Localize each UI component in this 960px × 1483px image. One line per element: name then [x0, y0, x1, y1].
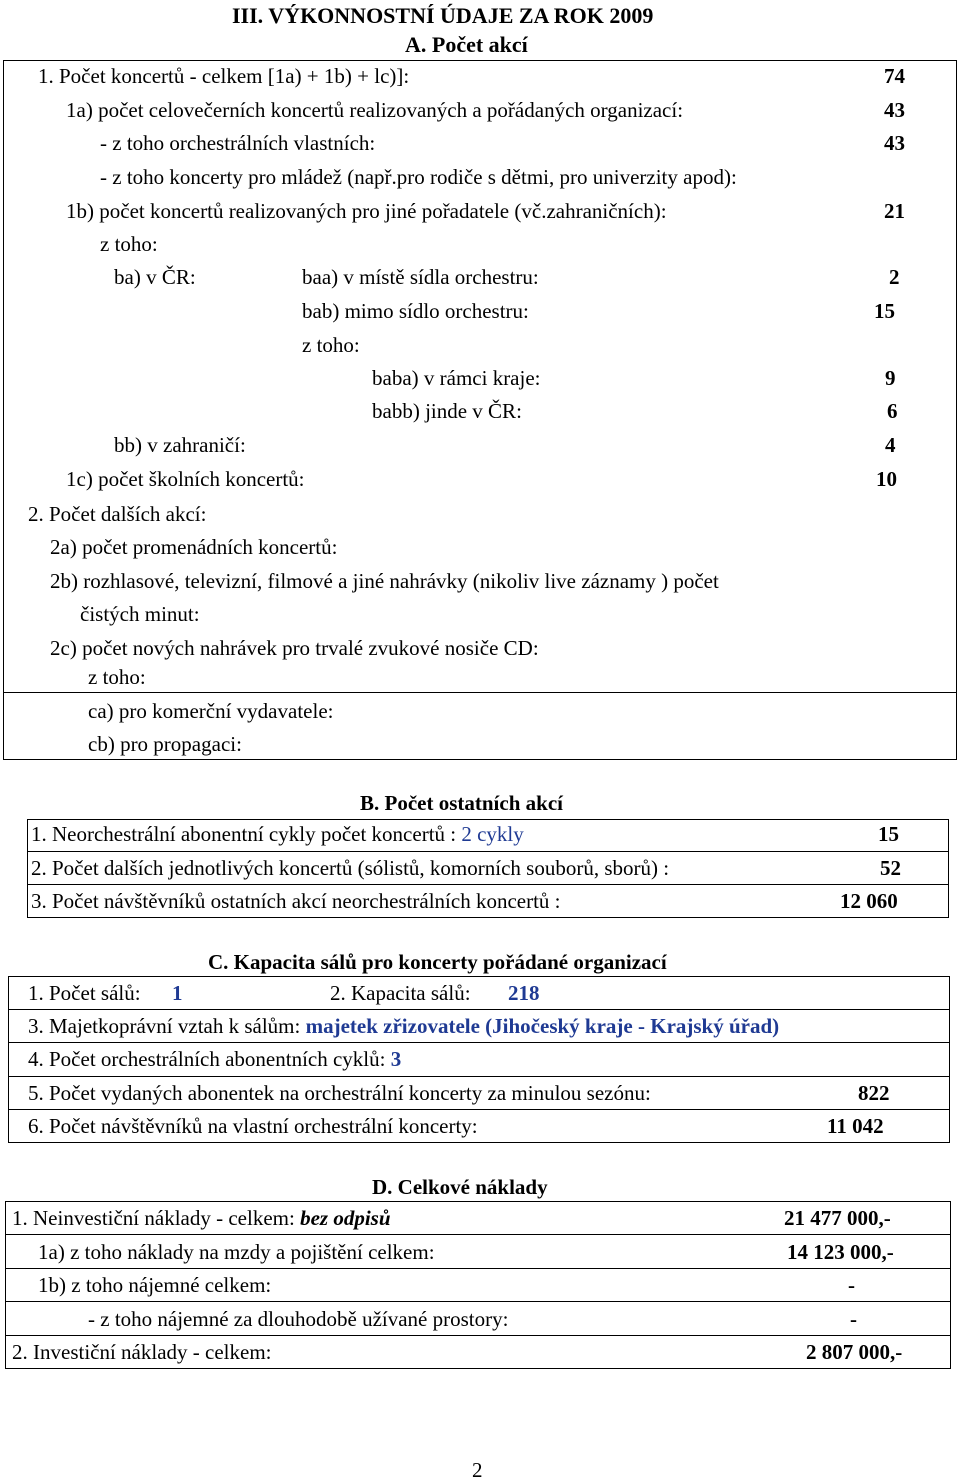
divider: [8, 1109, 950, 1110]
row-label: babb) jinde v ČR:: [372, 399, 522, 423]
row-text: 1. Neinvestiční náklady - celkem:: [12, 1206, 301, 1230]
row-value: 43: [884, 98, 905, 122]
row-label: 2. Kapacita sálů:: [330, 981, 471, 1005]
section-d-title: D. Celkové náklady: [372, 1175, 548, 1199]
row-label: z toho:: [302, 333, 360, 357]
row-value: 11 042: [827, 1114, 884, 1138]
row-highlight: 2 cykly: [461, 822, 524, 846]
row-value: 12 060: [840, 889, 898, 913]
row-text: 3. Majetkoprávní vztah k sálům:: [28, 1014, 301, 1038]
row-label: [12, 1206, 391, 1231]
divider: [5, 1301, 951, 1302]
row-label: ba) v ČR:: [114, 265, 196, 289]
row-label: čistých minut:: [80, 602, 200, 626]
row-value: -: [850, 1307, 857, 1331]
row-label: baba) v rámci kraje:: [372, 366, 541, 390]
row-value: 15: [874, 299, 895, 323]
row-text: 1. Neorchestrální abonentní cykly počet koncertů :: [31, 822, 462, 846]
row-label: 1b) z toho nájemné celkem:: [38, 1273, 272, 1297]
row-value: 822: [858, 1081, 890, 1105]
row-label: 1b) počet koncertů realizovaných pro jiné pořadatele (vč.zahraničních):: [66, 199, 667, 223]
row-emphasis: bez odpisů: [300, 1206, 391, 1230]
row-label: ca) pro komerční vydavatele:: [88, 699, 334, 723]
row-label: 2a) počet promenádních koncertů:: [50, 535, 338, 559]
row-label: - z toho nájemné za dlouhodobě užívané prostory:: [88, 1307, 509, 1331]
row-label: - z toho koncerty pro mládež (např.pro rodiče s dětmi, pro univerzity apod):: [100, 165, 737, 189]
row-label: 1. Počet koncertů - celkem [1a) + 1b) + lc)]:: [38, 64, 410, 88]
section-a-title: A. Počet akcí: [405, 32, 528, 57]
row-value: 10: [876, 467, 897, 491]
row-value: 2: [889, 265, 900, 289]
row-label: bb) v zahraničí:: [114, 433, 246, 457]
divider: [8, 1076, 950, 1077]
divider: [5, 1335, 951, 1336]
row-value: 1: [172, 981, 183, 1005]
row-value: 15: [878, 822, 899, 846]
divider: [8, 1009, 950, 1010]
row-value: 6: [887, 399, 898, 423]
page-title: III. VÝKONNOSTNÍ ÚDAJE ZA ROK 2009: [232, 3, 654, 28]
divider: [5, 1234, 951, 1235]
row-label: [28, 1047, 401, 1072]
divider: [27, 851, 949, 852]
row-value: 21 477 000,-: [784, 1206, 891, 1230]
row-label: [31, 822, 524, 847]
row-label: 1. Počet sálů:: [28, 981, 141, 1005]
row-value: 3: [390, 1047, 402, 1071]
row-value: 74: [884, 64, 905, 88]
row-label: 2b) rozhlasové, televizní, filmové a jiné nahrávky (nikoliv live záznamy ) počet: [50, 569, 719, 593]
row-label: 2. Počet dalších akcí:: [28, 502, 207, 526]
divider: [5, 1268, 951, 1269]
row-value: 4: [885, 433, 896, 457]
row-value: 2 807 000,-: [806, 1340, 903, 1364]
row-label: - z toho orchestrálních vlastních:: [100, 131, 376, 155]
page-number: 2: [472, 1458, 483, 1482]
section-c-title: C. Kapacita sálů pro koncerty pořádané organizací: [208, 950, 667, 974]
section-a-divider: [3, 692, 957, 693]
row-label: 1a) počet celovečerních koncertů realizovaných a pořádaných organizací:: [66, 98, 684, 122]
row-value: -: [848, 1273, 855, 1297]
row-label: 2. Počet dalších jednotlivých koncertů (sólistů, komorních souborů, sborů) :: [31, 856, 670, 880]
row-label: 2. Investiční náklady - celkem:: [12, 1340, 272, 1364]
divider: [27, 884, 949, 885]
row-value: 43: [884, 131, 905, 155]
row-label: 5. Počet vydaných abonentek na orchestrální koncerty za minulou sezónu:: [28, 1081, 651, 1105]
row-value: 218: [508, 981, 540, 1005]
row-label: z toho:: [88, 665, 146, 689]
row-value: majetek zřizovatele (Jihočeský kraje - Krajský úřad): [305, 1014, 780, 1038]
row-label: 2c) počet nových nahrávek pro trvalé zvukové nosiče CD:: [50, 636, 539, 660]
row-label: cb) pro propagaci:: [88, 732, 242, 756]
row-label: [28, 1014, 779, 1039]
row-value: 14 123 000,-: [787, 1240, 894, 1264]
row-label: 6. Počet návštěvníků na vlastní orchestrální koncerty:: [28, 1114, 478, 1138]
divider: [8, 1042, 950, 1043]
row-label: 3. Počet návštěvníků ostatních akcí neorchestrálních koncertů :: [31, 889, 561, 913]
row-value: 52: [880, 856, 901, 880]
row-value: 9: [885, 366, 896, 390]
row-label: 1c) počet školních koncertů:: [66, 467, 305, 491]
row-label: bab) mimo sídlo orchestru:: [302, 299, 529, 323]
row-text: 4. Počet orchestrálních abonentních cyklů:: [28, 1047, 386, 1071]
row-sublabel: baa) v místě sídla orchestru:: [302, 265, 539, 289]
row-label: 1a) z toho náklady na mzdy a pojištění celkem:: [38, 1240, 435, 1264]
row-value: 21: [884, 199, 905, 223]
row-label: z toho:: [100, 232, 158, 256]
section-b-title: B. Počet ostatních akcí: [360, 791, 563, 815]
